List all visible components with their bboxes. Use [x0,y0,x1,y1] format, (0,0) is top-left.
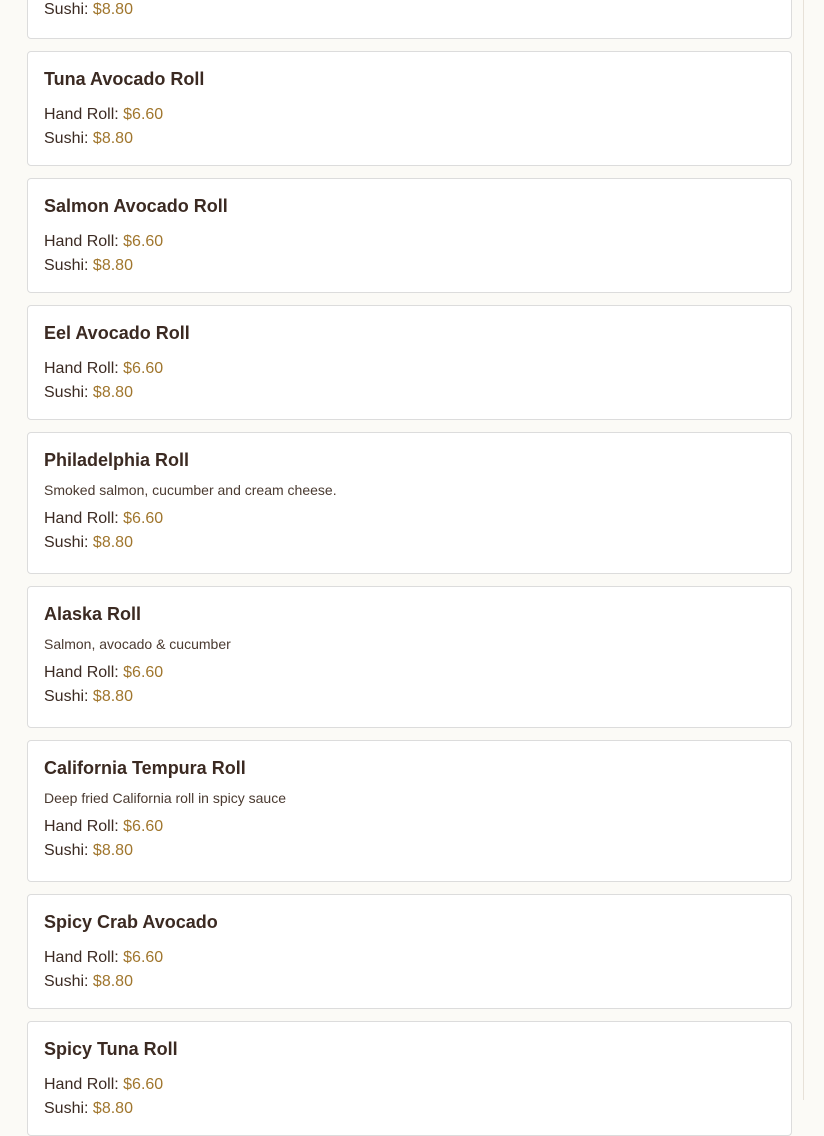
sushi-price-line [44,0,775,22]
hand-roll-price: $6.60 [123,664,164,681]
item-name: California Tempura Roll [44,758,246,778]
item-prices [44,661,775,709]
menu-item-card [27,51,792,166]
item-prices [44,815,775,863]
item-prices [44,1073,775,1121]
hand-roll-label: Hand Roll: [44,510,119,527]
hand-roll-label: Hand Roll: [44,106,119,123]
menu-item-card [27,178,792,293]
hand-roll-price: $6.60 [123,949,164,966]
hand-roll-label: Hand Roll: [44,818,119,835]
item-name: Philadelphia Roll [44,450,190,470]
sushi-price-line [44,381,775,405]
sushi-label: Sushi: [44,130,89,147]
hand-roll-price: $6.60 [123,818,164,835]
hand-roll-label: Hand Roll: [44,360,119,377]
sushi-label: Sushi: [44,973,89,990]
sushi-label: Sushi: [44,384,89,401]
sushi-label: Sushi: [44,842,89,859]
hand-roll-price-line [44,507,775,531]
sushi-price: $8.80 [92,130,133,147]
item-prices [44,507,775,555]
item-name: Alaska Roll [44,604,142,624]
menu-item-card [27,894,792,1009]
sushi-price: $8.80 [92,842,133,859]
sushi-price: $8.80 [92,973,133,990]
sushi-label: Sushi: [44,688,89,705]
item-prices [44,946,775,994]
item-description: Deep fried California roll in spicy sauce [44,790,286,806]
sushi-price: $8.80 [92,534,133,551]
sushi-label: Sushi: [44,1,89,18]
hand-roll-price-line [44,815,775,839]
menu-item-card [27,305,792,420]
sushi-price: $8.80 [92,1,133,18]
item-name: Tuna Avocado Roll [44,69,205,89]
sushi-price-line [44,127,775,151]
sushi-price-line [44,1097,775,1121]
sushi-price: $8.80 [92,257,133,274]
hand-roll-price: $6.60 [123,1076,164,1093]
sushi-price-line [44,839,775,863]
hand-roll-label: Hand Roll: [44,664,119,681]
menu-item-card [27,586,792,728]
menu-item-card [27,432,792,574]
sushi-label: Sushi: [44,534,89,551]
hand-roll-price-line [44,946,775,970]
hand-roll-price-line [44,230,775,254]
hand-roll-price: $6.60 [123,360,164,377]
item-description: Smoked salmon, cucumber and cream cheese. [44,482,337,498]
hand-roll-label: Hand Roll: [44,233,119,250]
hand-roll-price: $6.60 [123,106,164,123]
item-prices [44,230,775,278]
menu-item-card [27,1021,792,1136]
hand-roll-price: $6.60 [123,510,164,527]
item-description: Salmon, avocado & cucumber [44,636,231,652]
hand-roll-price-line [44,103,775,127]
menu-item-card [27,740,792,882]
item-prices [44,357,775,405]
hand-roll-price-line [44,661,775,685]
sushi-label: Sushi: [44,1100,89,1117]
sushi-price-line [44,685,775,709]
item-name: Eel Avocado Roll [44,323,190,343]
sushi-price-line [44,531,775,555]
hand-roll-price-line [44,357,775,381]
item-name: Spicy Crab Avocado [44,912,218,932]
sushi-price: $8.80 [92,1100,133,1117]
sushi-price-line [44,970,775,994]
item-name: Salmon Avocado Roll [44,196,228,216]
hand-roll-price: $6.60 [123,233,164,250]
item-name: Spicy Tuna Roll [44,1039,178,1059]
sushi-price: $8.80 [92,688,133,705]
sushi-price: $8.80 [92,384,133,401]
sushi-price-line [44,254,775,278]
hand-roll-price-line [44,1073,775,1097]
sushi-label: Sushi: [44,257,89,274]
menu-item-card [27,0,792,39]
item-prices [44,103,775,151]
hand-roll-label: Hand Roll: [44,949,119,966]
hand-roll-label: Hand Roll: [44,1076,119,1093]
